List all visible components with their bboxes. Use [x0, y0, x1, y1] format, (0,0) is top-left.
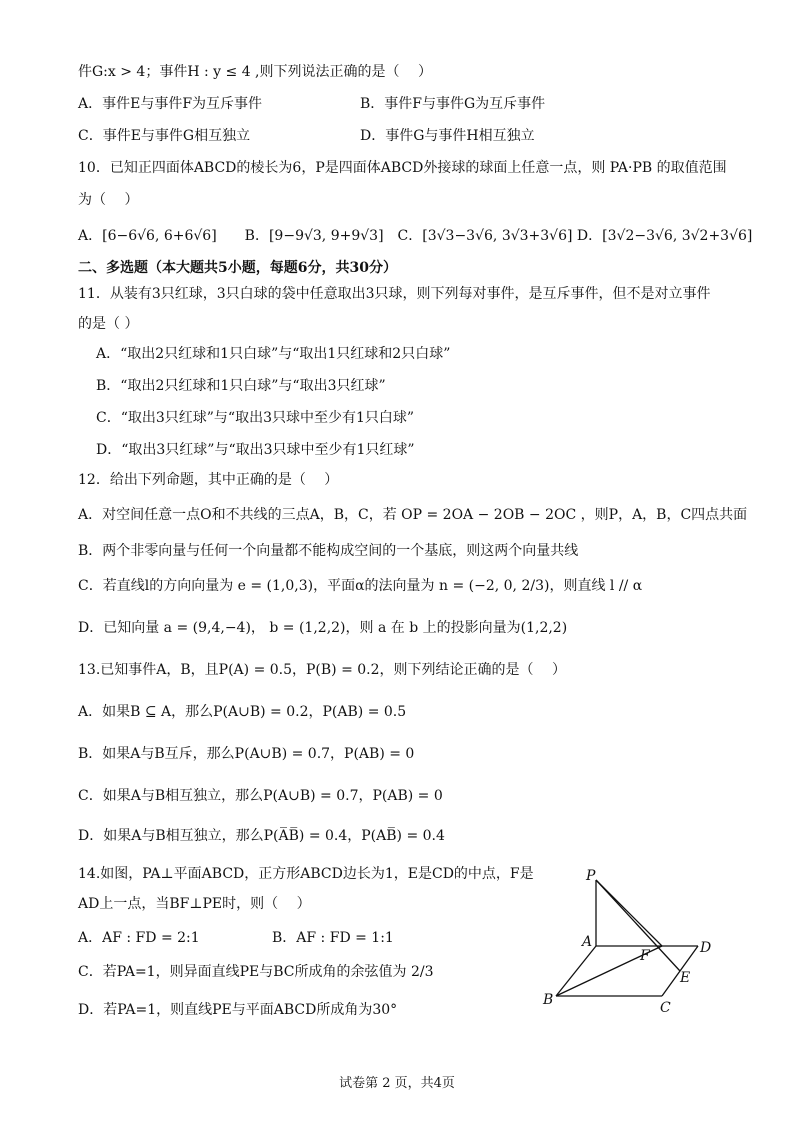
q13-option-a: A．如果B ⊆ A，那么P(A∪B) = 0.2，P(AB) = 0.5 [78, 704, 407, 720]
label-E: E [680, 970, 691, 986]
q11-option-b: B．“取出2只红球和1只白球”与“取出3只红球” [96, 378, 386, 394]
q11-option-a: A．“取出2只红球和1只白球”与“取出1只红球和2只白球” [96, 346, 451, 362]
q10-options: A．[6−6√6, 6+6√6] B．[9−9√3, 9+9√3] C．[3√3−3√6, 3√3+3√6] D．[3√2−3√6, 3√2+3√6] [78, 228, 753, 244]
q14-option-c: C．若PA=1，则异面直线PE与BC所成角的余弦值为 2/3 [78, 964, 434, 980]
q9-option-c: C．事件E与事件G相互独立 [78, 128, 251, 144]
q14-option-a: A．AF : FD = 2:1 [78, 930, 200, 946]
q12-option-a: A．对空间任意一点O和不共线的三点A，B，C，若 OP = 2OA − 2OB − 2OC ，则P，A，B，C四点共面 [78, 507, 748, 523]
q13-option-b: B．如果A与B互斥，那么P(A∪B) = 0.7，P(AB) = 0 [78, 746, 415, 762]
q9-option-b: B．事件F与事件G为互斥事件 [360, 96, 546, 112]
q11-option-d: D．“取出3只红球”与“取出3只球中至少有1只红球” [96, 442, 415, 458]
q9-option-d: D．事件G与事件H相互独立 [360, 128, 535, 144]
q10-stem: 10．已知正四面体ABCD的棱长为6，P是四面体ABCD外接球的球面上任意一点，则 PA·PB 的取值范围 [78, 160, 727, 176]
label-P: P [586, 868, 596, 884]
edge-AB [556, 946, 596, 996]
q14-option-d: D．若PA=1，则直线PE与平面ABCD所成角为30° [78, 1002, 398, 1018]
q13-option-d: D．如果A与B相互独立，那么P(A̅B̅) = 0.4，P(AB̅) = 0.4 [78, 828, 445, 844]
q12-option-b: B．两个非零向量与任何一个向量都不能构成空间的一个基底，则这两个向量共线 [78, 543, 579, 559]
q11-stem-end: 的是（ ） [78, 316, 139, 332]
q14-stem: 14.如图，PA⊥平面ABCD，正方形ABCD边长为1，E是CD的中点，F是 [78, 866, 534, 882]
q9-option-a: A．事件E与事件F为互斥事件 [78, 96, 263, 112]
label-B: B [543, 992, 554, 1008]
page-footer: 试卷第 2 页，共4页 [339, 1076, 455, 1091]
section-2-heading: 二、多选题（本大题共5小题，每题6分，共30分） [78, 260, 397, 276]
q11-option-c: C．“取出3只红球”与“取出3只球中至少有1只白球” [96, 410, 415, 426]
q14-option-b: B．AF : FD = 1:1 [272, 930, 394, 946]
q11-stem: 11．从装有3只红球，3只白球的袋中任意取出3只球，则下列每对事件，是互斥事件，但不是对立事件 [78, 286, 711, 302]
q14-stem-end: AD上一点，当BF⊥PE时，则（ ） [78, 896, 311, 912]
q13-option-c: C．如果A与B相互独立，那么P(A∪B) = 0.7，P(AB) = 0 [78, 788, 443, 804]
label-C: C [660, 1000, 671, 1016]
q12-stem: 12．给出下列命题，其中正确的是（ ） [78, 472, 339, 488]
label-D: D [700, 940, 712, 956]
q10-stem-end: 为（ ） [78, 192, 139, 208]
q12-option-c: C．若直线l的方向向量为 e = (1,0,3)，平面α的法向量为 n = (−2, 0, 2/3)，则直线 l // α [78, 578, 643, 594]
q13-stem: 13.已知事件A，B，且P(A) = 0.5，P(B) = 0.2，则下列结论正确的是（ ） [78, 662, 566, 678]
label-A: A [582, 934, 593, 950]
q9-continuation: 件G:x > 4；事件H : y ≤ 4 ,则下列说法正确的是（ ） [78, 64, 432, 80]
label-F: F [640, 948, 650, 964]
q12-option-d: D．已知向量 a = (9,4,−4)， b = (1,2,2)，则 a 在 b 上的投影向量为(1,2,2) [78, 620, 568, 636]
